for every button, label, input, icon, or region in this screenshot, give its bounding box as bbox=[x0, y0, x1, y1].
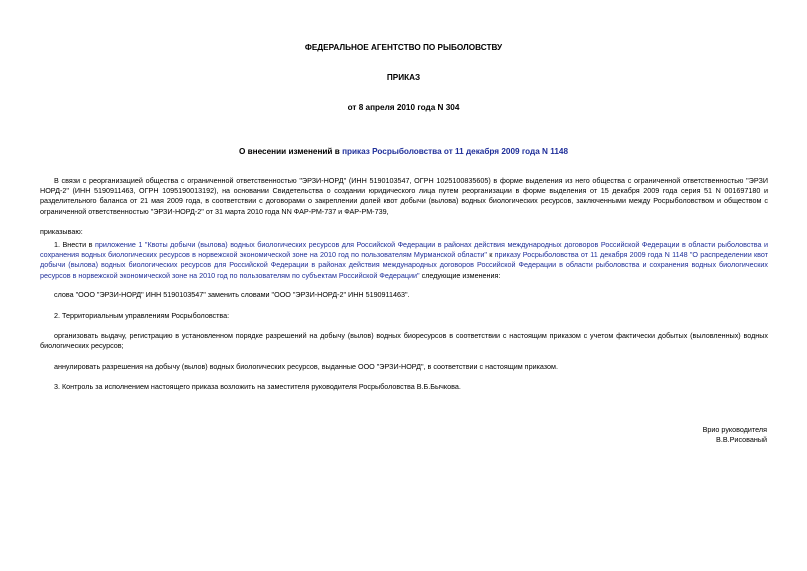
clause-1 bbox=[40, 240, 768, 281]
signature-title: Врио руководителя bbox=[702, 425, 767, 434]
clause-3: 3. Контроль за исполнением настоящего приказа возложить на заместителя руководителя Росрыболовства В.Б.Бычкова. bbox=[54, 382, 461, 391]
doc-type: ПРИКАЗ bbox=[386, 73, 421, 82]
subject-heading bbox=[0, 146, 807, 157]
clause-2: 2. Территориальным управлениям Росрыболовства: bbox=[54, 311, 230, 320]
order-link[interactable]: приказ Росрыболовства от 11 декабря 2009 года N 1148 bbox=[342, 147, 569, 156]
signature-block bbox=[703, 425, 767, 445]
agency-title: ФЕДЕРАЛЬНОЕ АГЕНТСТВО ПО РЫБОЛОВСТВУ bbox=[304, 43, 503, 52]
clause-1-mid: к bbox=[486, 250, 495, 260]
date-number: от 8 апреля 2010 года N 304 bbox=[347, 103, 460, 112]
preamble-paragraph: В связи с реорганизацией общества с ограниченной ответственностью "ЭРЗИ-НОРД" (ИНН 5190103547, ОГРН 1025100835605) в форме выделения из него общества с ограниченной ответственностью "ЭРЗИ НОРД-2" (ИНН 5190911463, ОГРН 1095190013192), на основании Свидетельства о создании юридического лица путем реорганизации в форме выделения от 15 декабря 2009 года серия 51 N 001697180 и разделительного баланса от 21 мая 2009 года, в соответствии с договорами о закреплении долей квот добычи (вылова) водных биологических ресурсов, заключенными между Росрыболовством и обществом с ограниченной ответственностью "ЭРЗИ-НОРД-2" от 31 марта 2010 года NN ФАР-РМ-737 и ФАР-РМ-739, bbox=[40, 176, 768, 216]
order-1148-link[interactable]: приказу Росрыболовства от 11 декабря 2009 года N 1148 "О распределении квот добычи (вылова) водных биологических ресурсов для Российской Федерации в районах действия международных договоров Российской Федерации в области рыболовства и сохранения водных биологических ресурсов в норвежской экономической зоне на 2010 год по пользователям по субъектам Российской Федерации" bbox=[40, 250, 768, 280]
subject-prefix: О внесении изменений в bbox=[238, 147, 343, 156]
clause-1-suffix: следующие изменения: bbox=[419, 270, 501, 280]
order-word: приказываю: bbox=[40, 227, 83, 236]
clause-2-item-1: организовать выдачу, регистрацию в установленном порядке разрешений на добычу (вылов) водных биоресурсов в соответствии с настоящим приказом с учетом фактически добытых (выловленных) водных биологических ресурсов; bbox=[40, 331, 768, 351]
clause-1-prefix: 1. Внести в bbox=[54, 240, 95, 249]
clause-2-item-2: аннулировать разрешения на добычу (вылов) водных биологических ресурсов, выданные ООО "ЭРЗИ-НОРД", в соответствии с настоящим приказом. bbox=[54, 362, 558, 371]
replacement-paragraph: слова "ООО "ЭРЗИ-НОРД" ИНН 5190103547" заменить словами "ООО "ЭРЗИ-НОРД-2" ИНН 5190911463". bbox=[54, 290, 410, 299]
appendix-link[interactable]: приложение 1 "Квоты добычи (вылова) водных биологических ресурсов для Российской Федерации в районах действия международных договоров Российской Федерации в области рыболовства и сохранения водных биологических ресурсов в норвежской экономической зоне на 2010 год по пользователям Мурманской области" bbox=[40, 240, 768, 260]
signature-name: В.В.Рисованый bbox=[716, 435, 767, 445]
